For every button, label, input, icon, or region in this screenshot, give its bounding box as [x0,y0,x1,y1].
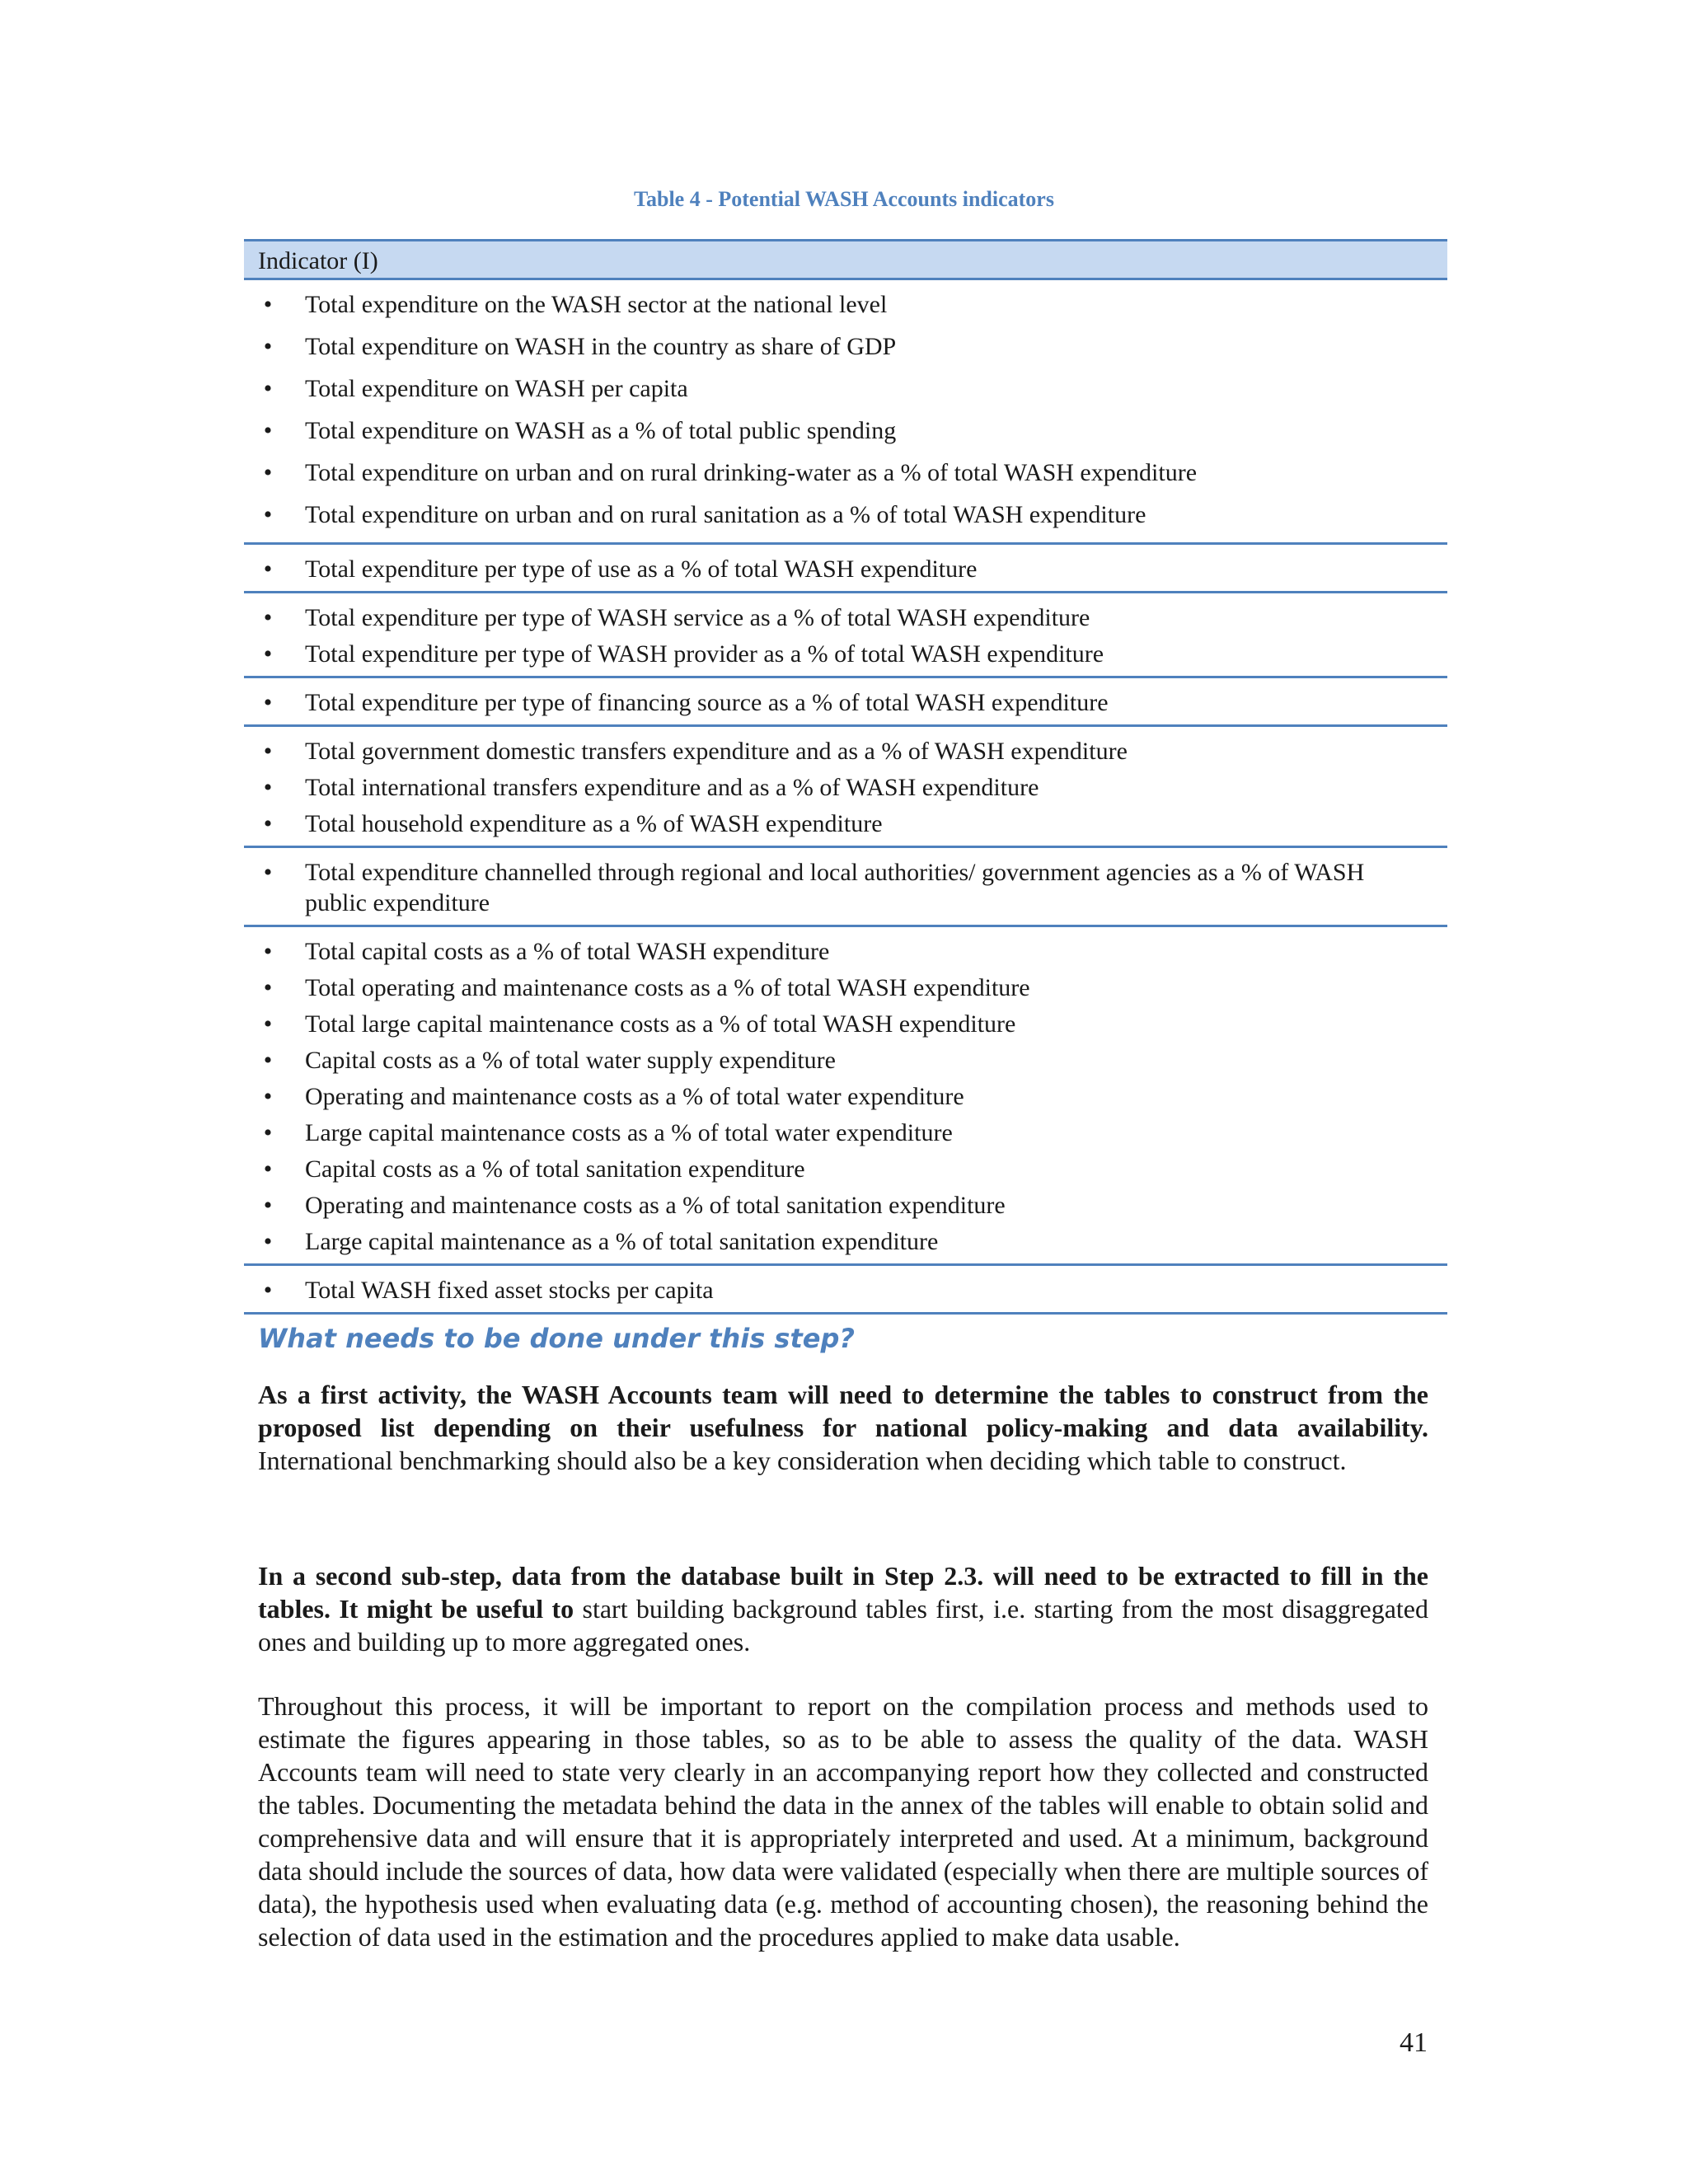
paragraph-second-substep [258,1559,1428,1658]
list-item: • Large capital maintenance costs as a % of total water expenditure [244,1118,1447,1148]
bullet-icon: • [263,1047,273,1074]
list-item: • Total large capital maintenance costs as a % of total WASH expenditure [244,1009,1447,1039]
table-caption: Table 4 - Potential WASH Accounts indicators [634,187,1054,211]
indicators-table [244,239,1447,1315]
list-item: • Total operating and maintenance costs as a % of total WASH expenditure [244,972,1447,1003]
bullet-icon: • [263,333,273,360]
table-group-8 [244,1266,1447,1315]
table-group-4 [244,678,1447,727]
bullet-icon: • [263,938,273,965]
bullet-icon: • [263,738,273,765]
bullet-icon: • [263,1010,273,1038]
list-item: • Total expenditure on urban and on rural drinking-water as a % of total WASH expenditure [244,452,1447,494]
bullet-icon: • [263,417,273,444]
table-group-3 [244,593,1447,678]
list-item: • Total government domestic transfers expenditure and as a % of WASH expenditure [244,736,1447,766]
page-number: 41 [1400,2027,1428,2058]
list-item: • Total expenditure on WASH per capita [244,368,1447,410]
bullet-icon: • [263,501,273,528]
bullet-icon: • [263,810,273,837]
bullet-icon: • [263,1277,273,1304]
paragraph-first-activity [258,1378,1428,1477]
paragraph-text: start building background tables first, i.e. starting from the most disaggregated ones and building up to more aggregated ones. [258,1594,1429,1657]
list-item: • Total expenditure on the WASH sector at the national level [244,284,1447,326]
list-item: • Operating and maintenance costs as a % of total sanitation expenditure [244,1190,1447,1221]
table-group-1 [244,280,1447,545]
bullet-icon: • [263,555,273,583]
list-item: • Large capital maintenance as a % of total sanitation expenditure [244,1226,1447,1257]
list-item: • Operating and maintenance costs as a % of total water expenditure [244,1081,1447,1112]
table-group-7 [244,927,1447,1266]
list-item: • Total expenditure per type of use as a % of total WASH expenditure [244,554,1447,584]
table-group-5 [244,727,1447,848]
paragraph-text: Throughout this process, it will be important to report on the compilation process and methods used to estimate the figures appearing in those tables, so as to be able to assess the quality of the data. WASH Accounts team will need to state very clearly in an accompanying report how they collected and constructed the tables. Documenting the metadata behind the data in the annex of the tables will enable to obtain solid and comprehensive data and will ensure that it is appropriately interpreted and used. At a minimum, background data should include the sources of data, how data were validated (especially when there are multiple sources of data), the hypothesis used when evaluating data (e.g. method of accounting chosen), the reasoning behind the selection of data used in the estimation and the procedures applied to make data usable. [258,1691,1428,1952]
list-item: • Total WASH fixed asset stocks per capita [244,1275,1447,1305]
paragraph-bold: In a second sub-step, data from the database built in Step 2.3. will need to be extracted to fill in the tables. It might be useful to [258,1561,1428,1624]
section-heading: What needs to be done under this step? [258,1323,855,1354]
bullet-icon: • [263,1155,273,1183]
list-item: • Capital costs as a % of total water supply expenditure [244,1045,1447,1076]
bullet-icon: • [263,291,273,318]
list-item: • Total expenditure per type of WASH provider as a % of total WASH expenditure [244,639,1447,669]
list-item: • Total expenditure per type of financing source as a % of total WASH expenditure [244,687,1447,718]
bullet-icon: • [263,375,273,402]
table-header: Indicator (I) [244,239,1447,280]
paragraph-process [258,1690,1428,1953]
bullet-icon: • [263,1228,273,1255]
list-item: • Total expenditure on WASH as a % of total public spending [244,410,1447,452]
list-item: • Capital costs as a % of total sanitation expenditure [244,1154,1447,1184]
list-item: • Total household expenditure as a % of WASH expenditure [244,808,1447,839]
table-group-6 [244,848,1447,927]
bullet-icon: • [263,1119,273,1146]
bullet-icon: • [263,1083,273,1110]
paragraph-text: International benchmarking should also be a key consideration when deciding which table to construct. [258,1446,1347,1475]
bullet-icon: • [263,459,273,486]
bullet-icon: • [263,604,273,631]
list-item: • Total capital costs as a % of total WASH expenditure [244,936,1447,967]
table-group-2 [244,545,1447,593]
list-item: • Total expenditure channelled through regional and local authorities/ government agencies as a % of WASH public expenditure [244,857,1447,918]
bullet-icon: • [263,774,273,801]
bullet-icon: • [263,859,273,886]
list-item: • Total expenditure per type of WASH service as a % of total WASH expenditure [244,602,1447,633]
bullet-icon: • [263,640,273,668]
paragraph-bold: As a first activity, the WASH Accounts team will need to determine the tables to construct from the proposed list depending on their usefulness for national policy-making and data availability. [258,1380,1428,1442]
list-item: • Total international transfers expenditure and as a % of WASH expenditure [244,772,1447,803]
bullet-icon: • [263,974,273,1001]
list-item: • Total expenditure on urban and on rural sanitation as a % of total WASH expenditure [244,494,1447,536]
bullet-icon: • [263,689,273,716]
list-item: • Total expenditure on WASH in the country as share of GDP [244,326,1447,368]
bullet-icon: • [263,1192,273,1219]
